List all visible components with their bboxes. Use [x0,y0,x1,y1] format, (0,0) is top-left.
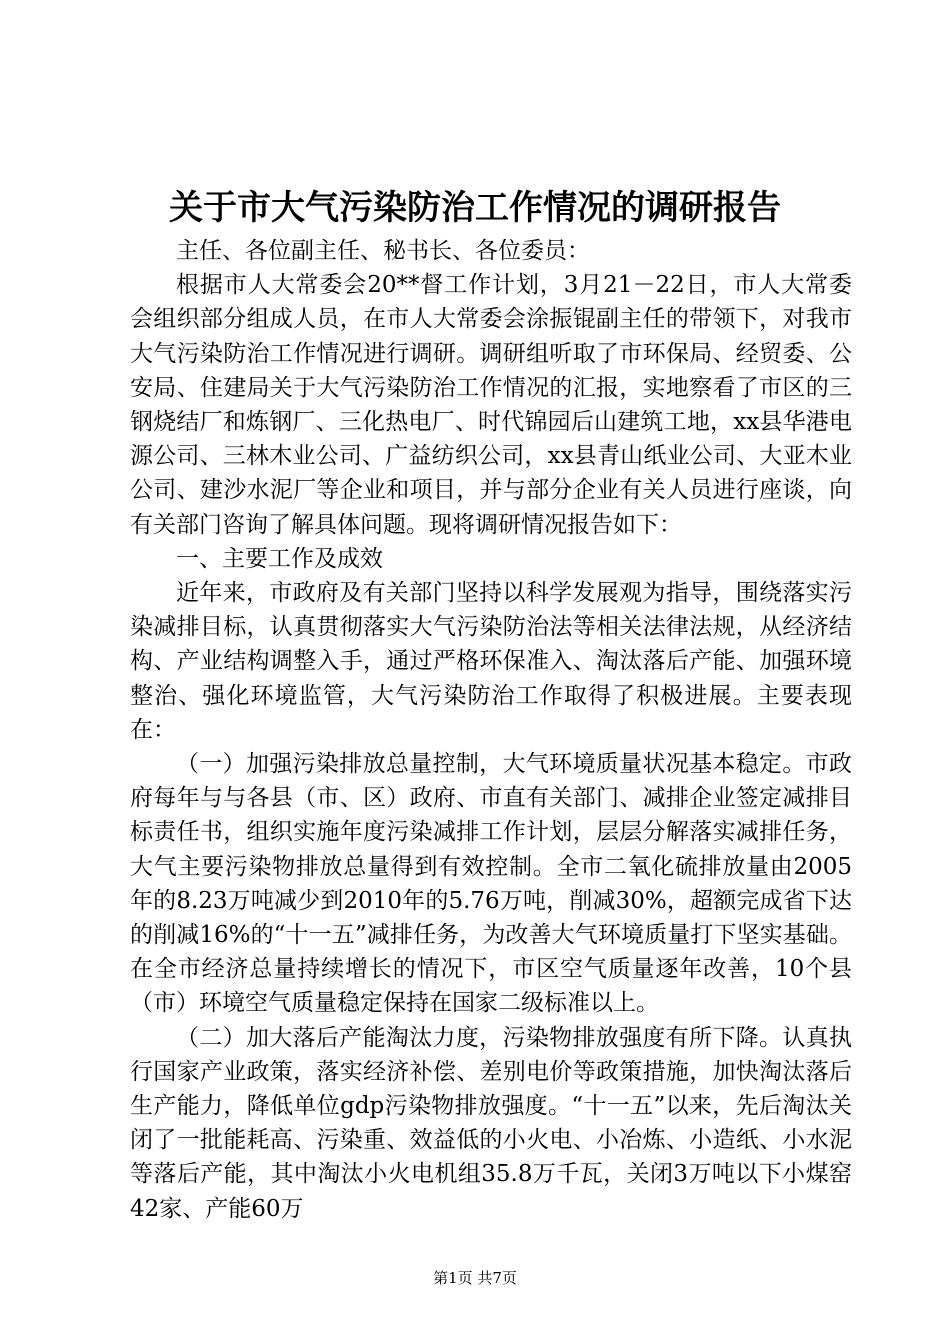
section-heading: 一、主要工作及成效 [176,545,383,572]
overview-paragraph: 近年来，市政府及有关部门坚持以科学发展观为指导，围绕落实污染减排目标，认真贯彻落实大气污染防治法等相关法律法规，从经济结构、产业结构调整入手，通过严格环保准入、淘汰落后产能、加强环境整治、强化环境监管，大气污染防治工作取得了积极进展。主要表现在： [130,580,852,743]
salutation-paragraph: 主任、各位副主任、秘书长、各位委员： [176,238,590,264]
document-body [130,234,852,1226]
page-footer: 第1页 共7页 [433,1269,517,1287]
point-two-paragraph: （二）加大落后产能淘汰力度，污染物排放强度有所下降。认真执行国家产业政策，落实经济补偿、差别电价等政策措施，加快淘汰落后生产能力，降低单位gdp污染物排放强度。“十一五”以来，先后淘汰关闭了一批能耗高、污染重、效益低的小火电、小冶炼、小造纸、小水泥等落后产能，其中淘汰小火电机组35.8万千瓦，关闭3万吨以下小煤窑42家、产能60万 [130,1024,852,1222]
intro-paragraph: 根据市人大常委会20**督工作计划，3月21－22日，市人大常委会组织部分组成人员，在市人大常委会涂振锟副主任的带领下，对我市大气污染防治工作情况进行调研。调研组听取了市环保局、经贸委、公安局、住建局关于大气污染防治工作情况的汇报，实地察看了市区的三钢烧结厂和炼钢厂、三化热电厂、时代锦园后山建筑工地，xx县华港电源公司、三林木业公司、广益纺织公司，xx县青山纸业公司、大亚木业公司、建沙水泥厂等企业和项目，并与部分企业有关人员进行座谈，向有关部门咨询了解具体问题。现将调研情况报告如下： [130,272,852,538]
point-one-paragraph: （一）加强污染排放总量控制，大气环境质量状况基本稳定。市政府每年与与各县（市、区）政府、市直有关部门、减排企业签定减排目标责任书，组织实施年度污染减排工作计划，层层分解落实减排任务，大气主要污染物排放总量得到有效控制。全市二氧化硫排放量由2005年的8.23万吨减少到2010年的5.76万吨，削减30%，超额完成省下达的削减16%的“十一五”减排任务，为改善大气环境质量打下坚实基础。在全市经济总量持续增长的情况下，市区空气质量逐年改善，10个县（市）环境空气质量稳定保持在国家二级标准以上。 [130,751,852,1017]
document-title: 关于市大气污染防治工作情况的调研报告 [169,188,781,228]
